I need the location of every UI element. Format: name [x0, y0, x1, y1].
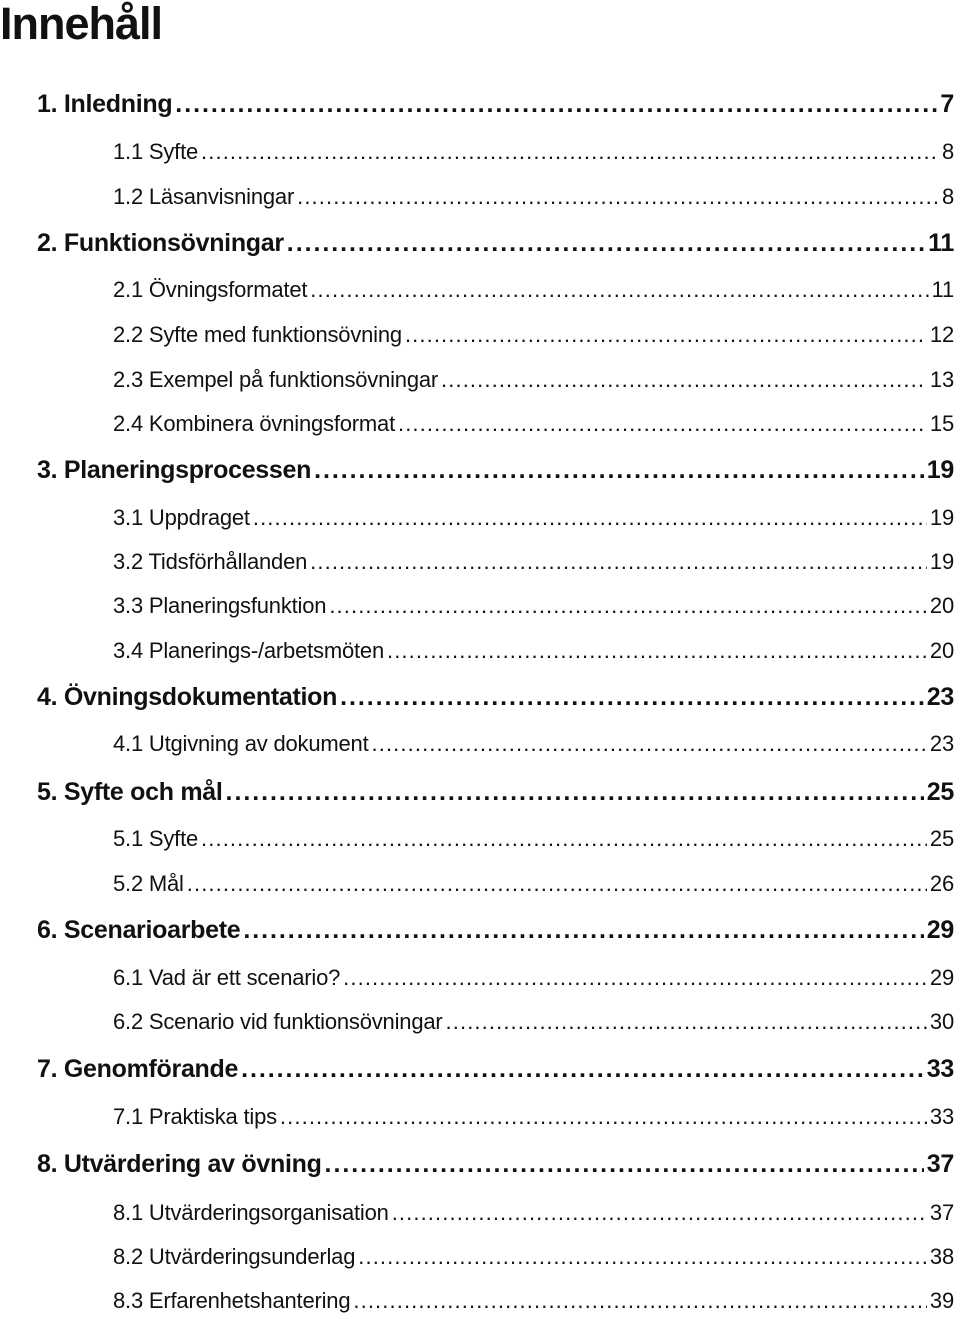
- dot-leader: [280, 1099, 927, 1135]
- toc-entry-label: 6.1 Vad är ett scenario?: [113, 965, 341, 990]
- toc-page-number: 7: [940, 90, 954, 118]
- toc-section-entry[interactable]: [113, 134, 954, 170]
- toc-section-entry[interactable]: [113, 1195, 954, 1231]
- toc-page-number: 39: [929, 1288, 954, 1313]
- toc-chapter-entry[interactable]: [37, 225, 954, 261]
- toc-page-number: 8: [941, 184, 954, 209]
- toc-entry-label: 4.1 Utgivning av dokument: [113, 731, 369, 756]
- toc-page-number: 19: [929, 505, 954, 530]
- toc-entry-label: 2.4 Kombinera övningsformat: [113, 411, 395, 436]
- dot-leader: [201, 134, 939, 170]
- toc-page-number: 38: [929, 1244, 954, 1269]
- toc-section-entry[interactable]: [113, 960, 954, 996]
- toc-entry-label: 2.2 Syfte med funktionsövning: [113, 322, 402, 347]
- toc-section-entry[interactable]: [113, 1239, 954, 1275]
- dot-leader: [297, 179, 939, 215]
- toc-page-number: 25: [929, 826, 954, 851]
- toc-section-entry[interactable]: [113, 500, 954, 536]
- toc-page-number: 20: [929, 638, 954, 663]
- dot-leader: [340, 679, 924, 715]
- toc-chapter-entry[interactable]: [37, 1051, 954, 1087]
- toc-entry-label: 3.2 Tidsförhållanden: [113, 549, 308, 574]
- toc-entry-label: 1.2 Läsanvisningar: [113, 184, 295, 209]
- toc-chapter-entry[interactable]: [37, 86, 954, 122]
- dot-leader: [343, 960, 927, 996]
- page-title: Innehåll: [0, 0, 163, 49]
- dot-leader: [398, 406, 927, 442]
- toc-section-entry[interactable]: [113, 1099, 954, 1135]
- toc-entry-label: 5.2 Mål: [113, 871, 184, 896]
- toc-entry-label: 7. Genomförande: [37, 1055, 239, 1083]
- toc-page-number: 15: [929, 411, 954, 436]
- dot-leader: [405, 317, 927, 353]
- dot-leader: [325, 1146, 924, 1182]
- dot-leader: [358, 1239, 927, 1275]
- toc-page-number: 8: [941, 139, 954, 164]
- toc-page-number: 20: [929, 593, 954, 618]
- toc-page-number: 19: [929, 549, 954, 574]
- toc-page-number: 23: [929, 731, 954, 756]
- toc-page-number: 37: [929, 1200, 954, 1225]
- dot-leader: [329, 588, 927, 624]
- toc-page-number: 29: [926, 916, 954, 944]
- toc-page-number: 12: [929, 322, 954, 347]
- toc-section-entry[interactable]: [113, 406, 954, 442]
- toc-entry-label: 3.1 Uppdraget: [113, 505, 250, 530]
- toc-page-number: 25: [926, 778, 954, 806]
- toc-entry-label: 8.2 Utvärderingsunderlag: [113, 1244, 356, 1269]
- toc-section-entry[interactable]: [113, 1283, 954, 1319]
- toc-entry-label: 8. Utvärdering av övning: [37, 1150, 322, 1178]
- toc-page-number: 33: [929, 1104, 954, 1129]
- dot-leader: [226, 774, 924, 810]
- dot-leader: [310, 272, 928, 308]
- toc-entry-label: 3. Planeringsprocessen: [37, 456, 312, 484]
- toc-section-entry[interactable]: [113, 272, 954, 308]
- toc-page-number: 13: [929, 367, 954, 392]
- toc-page-number: 11: [931, 277, 954, 302]
- toc-section-entry[interactable]: [113, 544, 954, 580]
- toc-entry-label: 2.1 Övningsformatet: [113, 277, 308, 302]
- dot-leader: [187, 866, 927, 902]
- toc-entry-label: 8.1 Utvärderingsorganisation: [113, 1200, 389, 1225]
- toc-section-entry[interactable]: [113, 179, 954, 215]
- toc-entry-label: 2. Funktionsövningar: [37, 229, 284, 257]
- toc-chapter-entry[interactable]: [37, 679, 954, 715]
- toc-page-number: 19: [926, 456, 954, 484]
- dot-leader: [446, 1004, 927, 1040]
- dot-leader: [243, 912, 923, 948]
- toc-section-entry[interactable]: [113, 362, 954, 398]
- toc-chapter-entry[interactable]: [37, 1146, 954, 1182]
- toc-page-number: 33: [926, 1055, 954, 1083]
- toc-entry-label: 7.1 Praktiska tips: [113, 1104, 277, 1129]
- toc-page-number: 11: [928, 229, 954, 257]
- dot-leader: [314, 452, 924, 488]
- toc-entry-label: 4. Övningsdokumentation: [37, 683, 338, 711]
- toc-entry-label: 2.3 Exempel på funktionsövningar: [113, 367, 439, 392]
- toc-page-number: 23: [926, 683, 954, 711]
- dot-leader: [372, 726, 927, 762]
- dot-leader: [310, 544, 927, 580]
- toc-entry-label: 1. Inledning: [37, 90, 173, 118]
- toc-section-entry[interactable]: [113, 633, 954, 669]
- toc-entry-label: 1.1 Syfte: [113, 139, 199, 164]
- toc-entry-label: 3.3 Planeringsfunktion: [113, 593, 327, 618]
- toc-page-number: 37: [926, 1150, 954, 1178]
- toc-chapter-entry[interactable]: [37, 912, 954, 948]
- toc-page-number: 26: [929, 871, 954, 896]
- toc-chapter-entry[interactable]: [37, 774, 954, 810]
- toc-section-entry[interactable]: [113, 866, 954, 902]
- dot-leader: [387, 633, 927, 669]
- toc-entry-label: 8.3 Erfarenhetshantering: [113, 1288, 351, 1313]
- toc-page-number: 29: [929, 965, 954, 990]
- dot-leader: [201, 821, 927, 857]
- toc-section-entry[interactable]: [113, 821, 954, 857]
- toc-entry-label: 6.2 Scenario vid funktionsövningar: [113, 1009, 443, 1034]
- dot-leader: [353, 1283, 927, 1319]
- dot-leader: [441, 362, 927, 398]
- toc-page-number: 30: [929, 1009, 954, 1034]
- toc-entry-label: 5.1 Syfte: [113, 826, 199, 851]
- dot-leader: [253, 500, 927, 536]
- toc-entry-label: 5. Syfte och mål: [37, 778, 223, 806]
- dot-leader: [175, 86, 937, 122]
- dot-leader: [287, 225, 925, 261]
- toc-chapter-entry[interactable]: [37, 452, 954, 488]
- toc-section-entry[interactable]: [113, 1004, 954, 1040]
- toc-section-entry[interactable]: [113, 317, 954, 353]
- toc-entry-label: 3.4 Planerings-/arbetsmöten: [113, 638, 384, 663]
- toc-section-entry[interactable]: [113, 588, 954, 624]
- toc-entry-label: 6. Scenarioarbete: [37, 916, 241, 944]
- dot-leader: [392, 1195, 927, 1231]
- toc-section-entry[interactable]: [113, 726, 954, 762]
- dot-leader: [241, 1051, 924, 1087]
